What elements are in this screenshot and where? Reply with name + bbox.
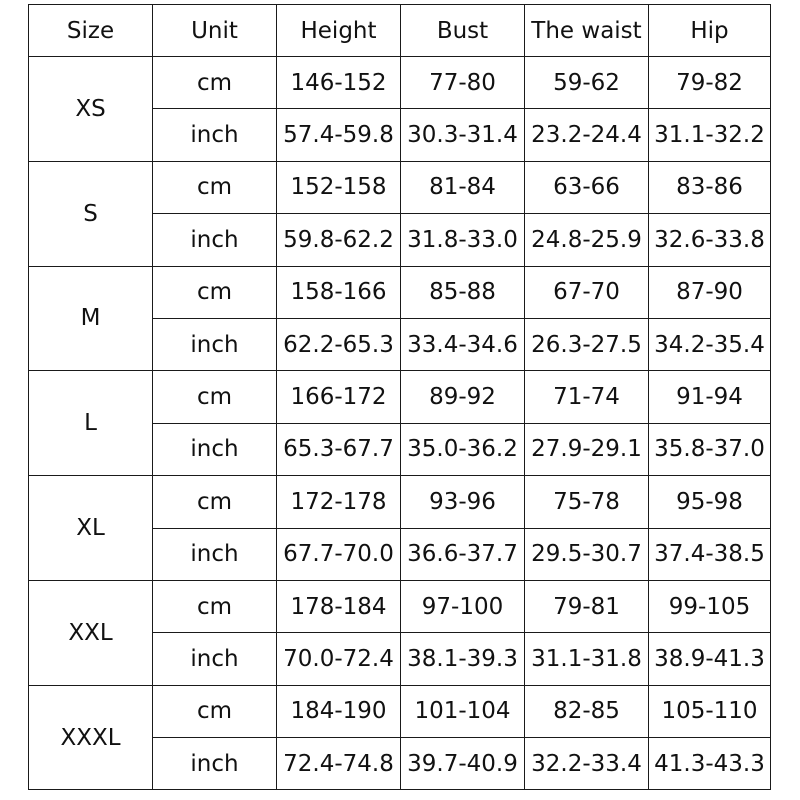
hip-cell: 79-82 xyxy=(649,57,771,109)
hip-cell: 99-105 xyxy=(649,580,771,632)
header-row xyxy=(29,5,771,57)
unit-cell: inch xyxy=(153,318,277,370)
bust-cell: 33.4-34.6 xyxy=(401,318,525,370)
waist-cell: 59-62 xyxy=(525,57,649,109)
height-cell: 166-172 xyxy=(277,371,401,423)
waist-cell: 31.1-31.8 xyxy=(525,633,649,685)
size-label: S xyxy=(29,161,153,266)
height-cell: 172-178 xyxy=(277,476,401,528)
hip-cell: 35.8-37.0 xyxy=(649,423,771,475)
hip-cell: 32.6-33.8 xyxy=(649,214,771,266)
height-cell: 146-152 xyxy=(277,57,401,109)
hip-cell: 83-86 xyxy=(649,161,771,213)
hip-cell: 95-98 xyxy=(649,476,771,528)
hip-cell: 31.1-32.2 xyxy=(649,109,771,161)
waist-cell: 32.2-33.4 xyxy=(525,738,649,790)
waist-cell: 67-70 xyxy=(525,266,649,318)
waist-cell: 26.3-27.5 xyxy=(525,318,649,370)
waist-cell: 29.5-30.7 xyxy=(525,528,649,580)
height-cell: 65.3-67.7 xyxy=(277,423,401,475)
unit-cell: cm xyxy=(153,266,277,318)
hip-cell: 37.4-38.5 xyxy=(649,528,771,580)
unit-cell: inch xyxy=(153,109,277,161)
bust-cell: 81-84 xyxy=(401,161,525,213)
bust-cell: 93-96 xyxy=(401,476,525,528)
unit-cell: inch xyxy=(153,738,277,790)
bust-cell: 97-100 xyxy=(401,580,525,632)
bust-cell: 30.3-31.4 xyxy=(401,109,525,161)
header-bust: Bust xyxy=(401,5,525,57)
height-cell: 184-190 xyxy=(277,685,401,737)
unit-cell: cm xyxy=(153,580,277,632)
hip-cell: 38.9-41.3 xyxy=(649,633,771,685)
height-cell: 178-184 xyxy=(277,580,401,632)
hip-cell: 41.3-43.3 xyxy=(649,738,771,790)
table-row xyxy=(29,57,771,109)
hip-cell: 87-90 xyxy=(649,266,771,318)
size-chart-table xyxy=(28,4,771,790)
size-label: XS xyxy=(29,57,153,162)
bust-cell: 101-104 xyxy=(401,685,525,737)
unit-cell: cm xyxy=(153,685,277,737)
height-cell: 67.7-70.0 xyxy=(277,528,401,580)
header-unit: Unit xyxy=(153,5,277,57)
waist-cell: 24.8-25.9 xyxy=(525,214,649,266)
waist-cell: 71-74 xyxy=(525,371,649,423)
unit-cell: cm xyxy=(153,371,277,423)
size-label: XL xyxy=(29,476,153,581)
bust-cell: 35.0-36.2 xyxy=(401,423,525,475)
size-label: XXL xyxy=(29,580,153,685)
size-label: L xyxy=(29,371,153,476)
bust-cell: 39.7-40.9 xyxy=(401,738,525,790)
table-row xyxy=(29,685,771,737)
bust-cell: 89-92 xyxy=(401,371,525,423)
height-cell: 158-166 xyxy=(277,266,401,318)
height-cell: 152-158 xyxy=(277,161,401,213)
bust-cell: 77-80 xyxy=(401,57,525,109)
table-row xyxy=(29,371,771,423)
waist-cell: 63-66 xyxy=(525,161,649,213)
waist-cell: 82-85 xyxy=(525,685,649,737)
header-size: Size xyxy=(29,5,153,57)
bust-cell: 38.1-39.3 xyxy=(401,633,525,685)
unit-cell: inch xyxy=(153,214,277,266)
header-height: Height xyxy=(277,5,401,57)
header-waist: The waist xyxy=(525,5,649,57)
unit-cell: inch xyxy=(153,423,277,475)
size-label: M xyxy=(29,266,153,371)
waist-cell: 75-78 xyxy=(525,476,649,528)
size-label: XXXL xyxy=(29,685,153,790)
header-hip: Hip xyxy=(649,5,771,57)
height-cell: 59.8-62.2 xyxy=(277,214,401,266)
table-row xyxy=(29,266,771,318)
unit-cell: inch xyxy=(153,633,277,685)
bust-cell: 36.6-37.7 xyxy=(401,528,525,580)
unit-cell: cm xyxy=(153,161,277,213)
height-cell: 62.2-65.3 xyxy=(277,318,401,370)
unit-cell: cm xyxy=(153,57,277,109)
table-row xyxy=(29,161,771,213)
waist-cell: 27.9-29.1 xyxy=(525,423,649,475)
table-row xyxy=(29,476,771,528)
waist-cell: 23.2-24.4 xyxy=(525,109,649,161)
hip-cell: 105-110 xyxy=(649,685,771,737)
height-cell: 57.4-59.8 xyxy=(277,109,401,161)
waist-cell: 79-81 xyxy=(525,580,649,632)
height-cell: 72.4-74.8 xyxy=(277,738,401,790)
table-row xyxy=(29,580,771,632)
unit-cell: cm xyxy=(153,476,277,528)
hip-cell: 91-94 xyxy=(649,371,771,423)
unit-cell: inch xyxy=(153,528,277,580)
height-cell: 70.0-72.4 xyxy=(277,633,401,685)
bust-cell: 31.8-33.0 xyxy=(401,214,525,266)
bust-cell: 85-88 xyxy=(401,266,525,318)
hip-cell: 34.2-35.4 xyxy=(649,318,771,370)
